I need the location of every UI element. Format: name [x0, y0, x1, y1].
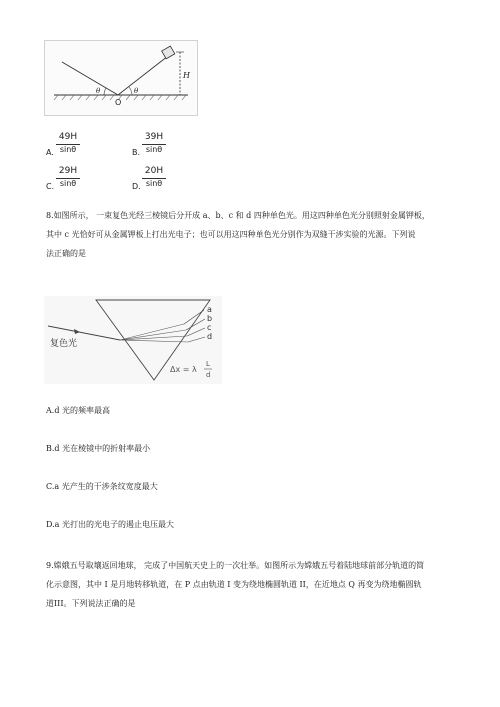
label-O: O	[115, 98, 122, 107]
question-9-line-1: 9.嫦娥五号取壤返回地球， 完成了中国航天史上的一次壮举。如图所示为嫦娥五号着陆地球前部分轨道的简	[46, 561, 425, 570]
label-theta-left: θ	[96, 87, 101, 95]
option-8c[interactable]: C.a 光产生的干涉条纹宽度最大	[46, 482, 158, 491]
fraction: 49H sinθ	[56, 132, 80, 155]
formula-left: Δx = λ	[170, 365, 197, 374]
formula-numerator: L	[206, 360, 210, 368]
question-9	[46, 556, 456, 613]
question-8-line-2: 其中 c 光恰好可从金属钾板上打出光电子；也可以用这四种单色光分别作为双缝干涉实验的光源。下列说	[46, 230, 416, 239]
label-theta-right: θ	[134, 87, 139, 95]
fraction: 39H sinθ	[142, 132, 166, 155]
reflection-figure	[44, 40, 198, 116]
question-8-line-3: 法正确的是	[46, 249, 86, 258]
question-9-line-2: 化示意图，其中 I 是月地转移轨道，在 P 点由轨道 I 变为绕地椭圆轨道 II，在近地点 Q 再变为绕地椭圆轨	[46, 580, 422, 589]
option-8a[interactable]: A.d 光的频率最高	[46, 406, 110, 415]
label-b: b	[207, 314, 213, 323]
option-letter: A.	[46, 148, 54, 157]
option-letter: C.	[46, 182, 55, 191]
question-9-line-3: 道III。下列说法正确的是	[46, 599, 136, 608]
formula-denominator: d	[206, 371, 211, 379]
option-8d[interactable]: D.a 光打出的光电子的遏止电压最大	[46, 520, 174, 529]
option-8b[interactable]: B.d 光在棱镜中的折射率最小	[46, 444, 151, 453]
label-c: c	[207, 323, 212, 332]
option-letter: B.	[132, 148, 141, 157]
label-H: H	[183, 71, 190, 80]
label-a: a	[207, 305, 212, 314]
option-letter: D.	[132, 182, 141, 191]
fraction: 20H sinθ	[142, 166, 166, 189]
fraction: 29H sinθ	[56, 166, 80, 189]
question-8-line-1: 8.如图所示， 一束复色光经三棱镜后分开成 a、b、c 和 d 四种单色光。用这四种单色光分别照射金属钾板，	[46, 211, 430, 220]
prism-figure	[44, 296, 222, 384]
label-d: d	[207, 332, 213, 341]
label-composite-light: 复色光	[50, 339, 78, 349]
question-8	[46, 206, 456, 263]
